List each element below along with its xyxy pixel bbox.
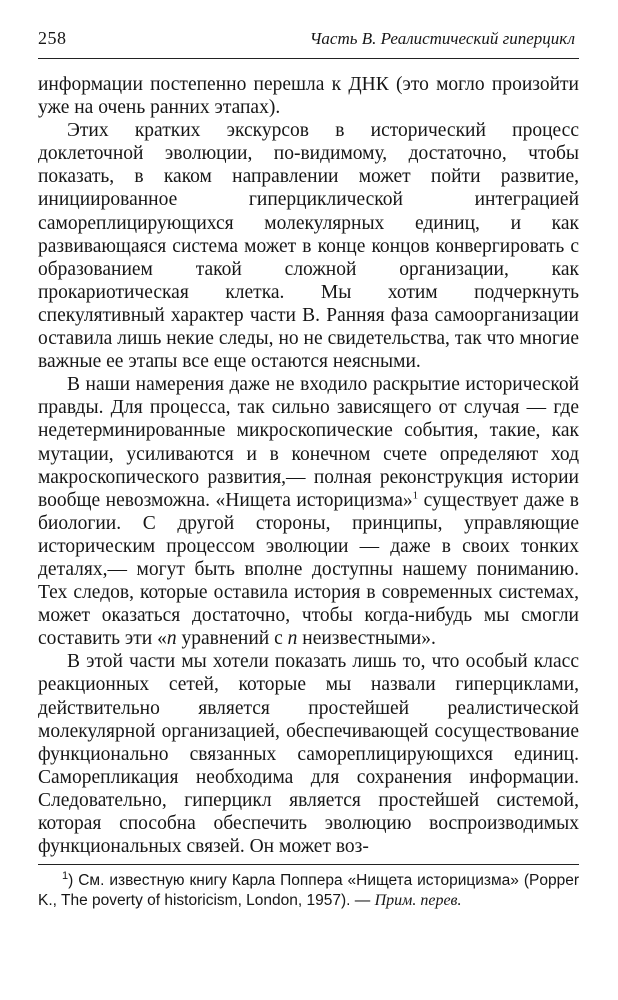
footnote [38, 871, 579, 911]
paragraph-continuation: информации постепенно перешла к ДНК (это могло произойти уже на очень ранних этапах). [38, 74, 579, 119]
paragraph-2-part-a: В наши намерения даже не входило раскрытие исторической правды. Для процесса, так сильно зависящего от случая — где недетерминированные микроскопические события, такие, как мутации, усиливаются и в конечном счете определяют ход макроскопического развития,— полная реконструкция истории вообще невозможна. «Нищета историцизма» [38, 374, 579, 511]
running-title: Часть В. Реалистический гиперцикл [309, 29, 575, 48]
footnote-text: ) См. известную книгу Карла Поппера «Нищета историцизма» (Popper K., The poverty of historicism, London, 1957). — [38, 872, 579, 910]
footnote-reference: 1 [412, 489, 419, 502]
page-number: 258 [38, 28, 67, 48]
book-page [38, 28, 579, 911]
paragraph-2-part-c: уравнений с [176, 628, 288, 650]
main-text [38, 73, 579, 858]
footnote-divider [38, 864, 579, 865]
paragraph-3: В этой части мы хотели показать лишь то, что особый класс реакционных сетей, которые мы назвали гиперциклами, действительно является простейшей реалистической молекулярной организацией, обеспечивающей сосуществование функционально связанных самореплицирующихся единиц. Саморепликация необходима для сохранения информации. Следовательно, гиперцикл является простейшей системой, которая способна обеспечить эволюцию воспроизводимых функциональных связей. Он может воз- [38, 651, 579, 858]
running-header [38, 28, 579, 59]
variable-n-first: n [166, 628, 177, 650]
paragraph-2-part-d: неизвестными». [297, 628, 436, 650]
footnote-marker: 1 [62, 870, 69, 883]
variable-n-second: n [287, 628, 298, 650]
paragraph-1: Этих кратких экскурсов в исторический процесс доклеточной эволюции, по-видимому, достаточно, чтобы показать, в каком направлении может пойти развитие, инициированное гиперциклической интеграцией самореплицирующихся молекулярных единиц, и как развивающаяся система может в конце концов конвергировать с образованием такой сложной организации, как прокариотическая клетка. Мы хотим подчеркнуть спекулятивный характер части В. Ранняя фаза самоорганизации оставила лишь некие следы, но не свидетельства, так что многие важные ее этапы все еще остаются неясными. [38, 120, 579, 373]
paragraph-2-part-b: существует даже в биологии. С другой стороны, принципы, управляющие историческим процессом эволюции — даже в своих тонких деталях,— могут быть вполне доступны нашему пониманию. Тех следов, которые оставила история в современных системах, может оказаться достаточно, чтобы когда-нибудь мы смогли составить эти « [38, 489, 579, 650]
translator-note: Прим. перев. [374, 892, 462, 910]
paragraph-2 [38, 373, 579, 650]
